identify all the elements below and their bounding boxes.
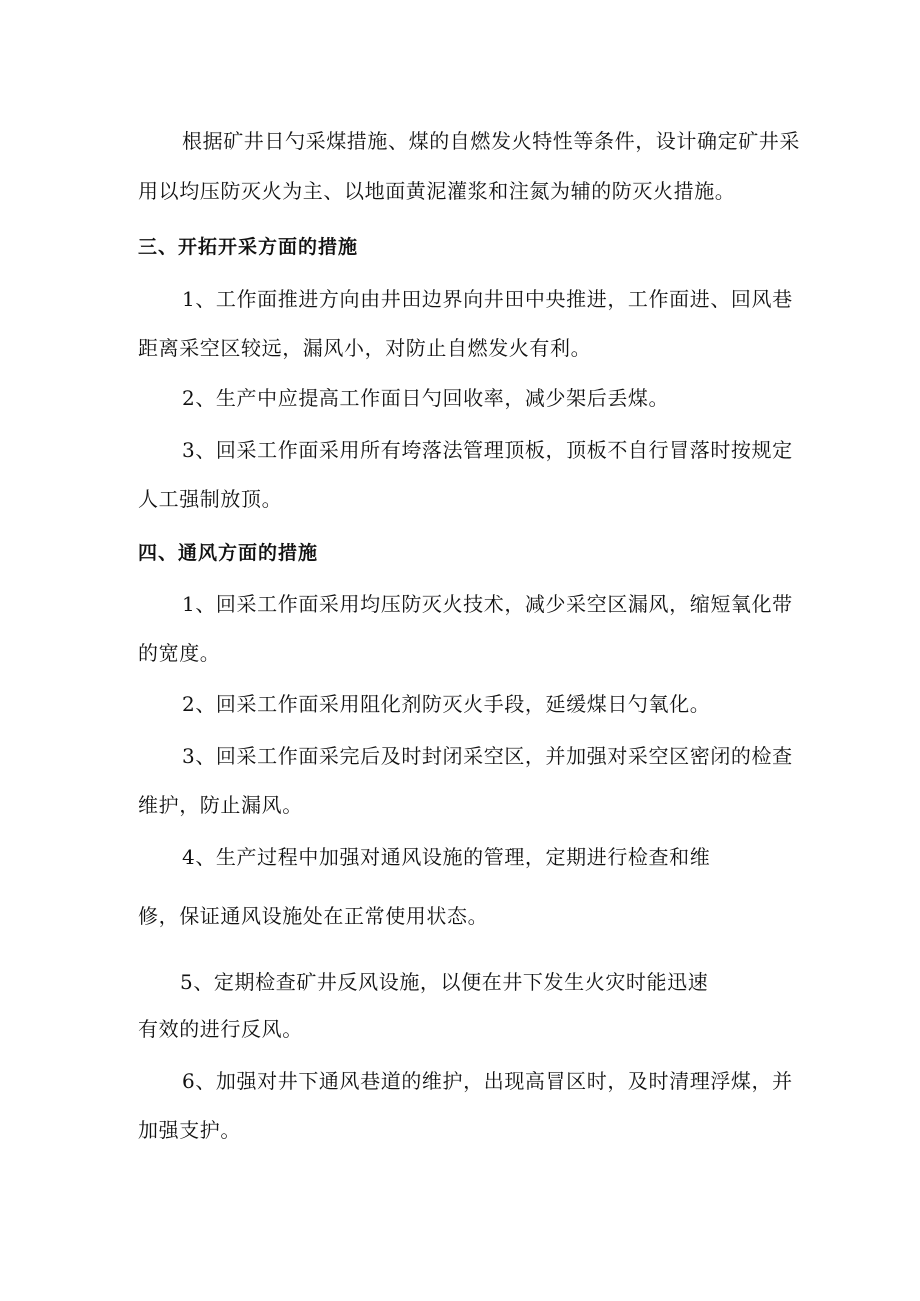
s4-item-3-line-2: 维护，防止漏风。 (138, 793, 303, 817)
section-4-heading: 四、通风方面的措施 (138, 542, 319, 564)
s4-item-5-line-2: 有效的进行反风。 (138, 1017, 303, 1041)
s3-item-1-line-2: 距离采空区较远，漏风小，对防止自燃发火有利。 (138, 336, 592, 360)
s3-item-2: 2、生产中应提高工作面日勺回收率，减少架后丢煤。 (182, 386, 670, 410)
s4-item-3-line-1: 3、回采工作面采完后及时封闭采空区，并加强对采空区密闭的检查 (182, 744, 793, 768)
s3-item-3-line-2: 人工强制放顶。 (138, 487, 283, 511)
intro-line-2: 用以均压防灭火为主、以地面黄泥灌浆和注氮为辅的防灭火措施。 (138, 179, 736, 203)
s3-item-3-line-1: 3、回采工作面采用所有垮落法管理顶板，顶板不自行冒落时按规定 (182, 438, 793, 462)
s4-item-1-line-1: 1、回采工作面采用均压防灭火技术，减少采空区漏风，缩短氧化带 (182, 592, 793, 616)
s4-item-4-line-1: 4、生产过程中加强对通风设施的管理，定期进行检查和维 (182, 845, 711, 869)
s4-item-2: 2、回采工作面采用阻化剂防灭火手段，延缓煤日勺氧化。 (182, 692, 711, 716)
intro-line-1: 根据矿井日勺采煤措施、煤的自燃发火特性等条件，设计确定矿井采 (182, 129, 800, 153)
s4-item-5-line-1: 5、定期检查矿井反风设施，以便在井下发生火灾时能迅速 (180, 970, 709, 994)
s3-item-1-line-1: 1、工作面推进方向由井田边界向井田中央推进，工作面进、回风巷 (182, 287, 793, 311)
s4-item-4-line-2: 修，保证通风设施处在正常使用状态。 (138, 904, 489, 928)
s4-item-6-line-1: 6、加强对井下通风巷道的维护，出现高冒区时，及时清理浮煤，并 (182, 1069, 793, 1093)
s4-item-6-line-2: 加强支护。 (138, 1118, 241, 1142)
section-3-heading: 三、开拓开采方面的措施 (138, 236, 359, 258)
s4-item-1-line-2: 的宽度。 (138, 641, 221, 665)
